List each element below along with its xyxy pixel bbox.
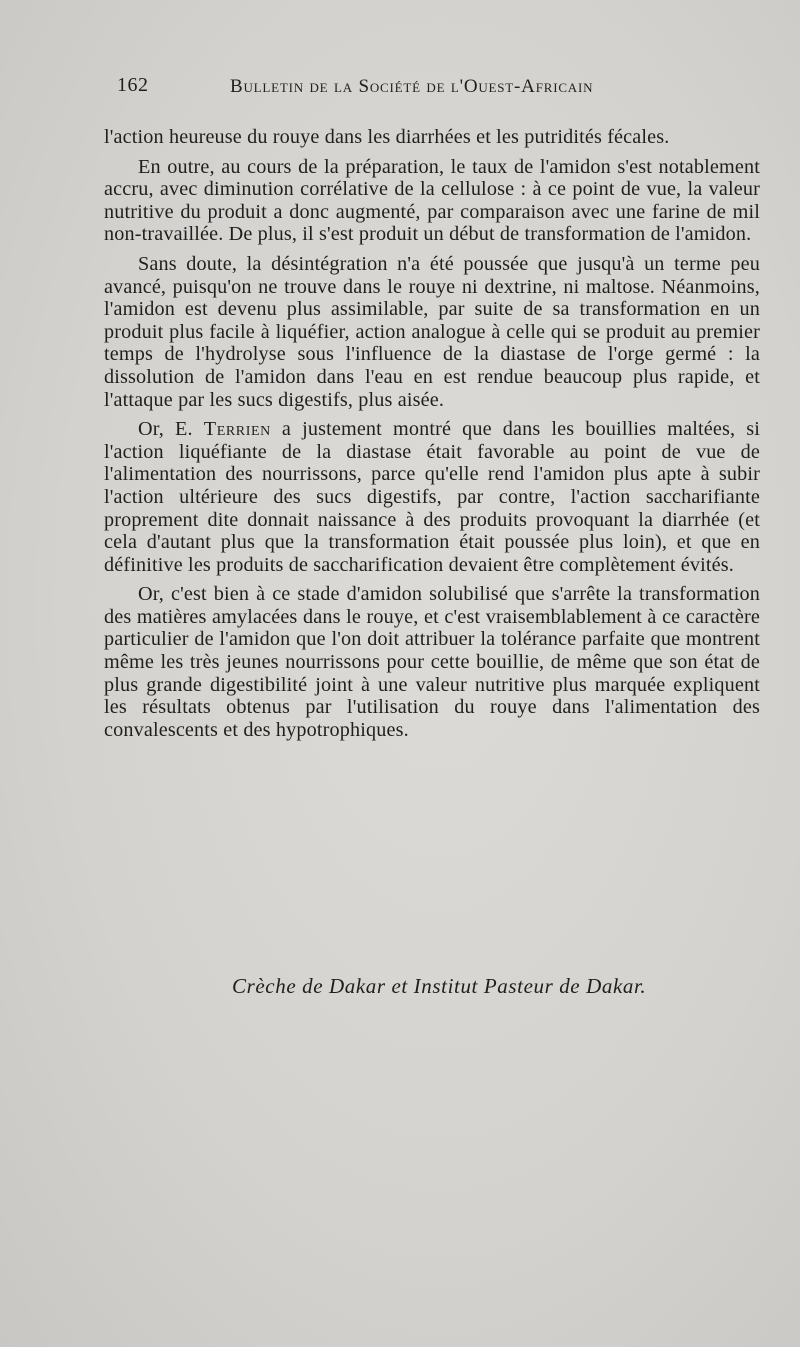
paragraph-terrien xyxy=(104,418,760,576)
running-head: Bulletin de la Société de l'Ouest-Africain xyxy=(230,76,594,97)
paragraph-terrien-lead: Or, E. xyxy=(138,418,204,441)
paragraph-terrien-rest: a justement montré que dans les bouillies maltées, si l'action liquéfiante de la diastase était favorable au point de vue de l'alimentation des nourrissons, parce qu'elle rend l'amidon plus apte à subir l'action ultérieure des sucs digestifs, par contre, l'action saccharifiante proprement dite donnait naissance à des produits provoquant la diarrhée (et cela d'autant plus que la transformation était poussée plus loin), et que en définitive les produits de saccharification devaient être complètement évités. xyxy=(104,418,761,576)
paragraph-desintegration: Sans doute, la désintégration n'a été poussée que jusqu'à un terme peu avancé, puisqu'on ne trouve dans le rouye ni dextrine, ni maltose. Néanmoins, l'amidon est devenu plus assimilable, par suite de sa transformation en un produit plus facile à liquéfier, action analogue à celle qui se produit au premier temps de l'hydrolyse sous l'influence de la diastase de l'orge germé : la dissolution de l'amidon dans l'eau en est rendue beaucoup plus rapide, et l'attaque par les sucs digestifs, plus aisée. xyxy=(104,252,760,411)
paragraph-continuation: l'action heureuse du rouye dans les diarrhées et les putridités fécales. xyxy=(104,126,670,148)
institution-signature: Crèche de Dakar et Institut Pasteur de Dakar. xyxy=(232,974,647,998)
article-body xyxy=(104,126,760,748)
paragraph-conclusion: Or, c'est bien à ce stade d'amidon solubilisé que s'arrête la transformation des matières amylacées dans le rouye, et c'est vraisemblablement à ce caractère particulier de l'amidon que l'on doit attribuer la tolérance parfaite que montrent même les très jeunes nourrissons pour cette bouillie, de même que son état de plus grande digestibilité joint à une valeur nutritive plus marquée expliquent les résultats obtenus par l'utilisation du rouye dans l'alimentation des convalescents et des hypotrophiques. xyxy=(104,583,760,741)
paragraph-preparation: En outre, au cours de la préparation, le taux de l'amidon s'est notablement accru, avec diminution corrélative de la cellulose : à ce point de vue, la valeur nutritive du produit a donc augmenté, par comparaison avec une farine de mil non-travaillée. De plus, il s'est produit un début de transformation de l'amidon. xyxy=(104,155,760,246)
page-number: 162 xyxy=(117,74,149,96)
author-name-terrien: Terrien xyxy=(203,418,271,441)
page-header xyxy=(117,74,757,104)
